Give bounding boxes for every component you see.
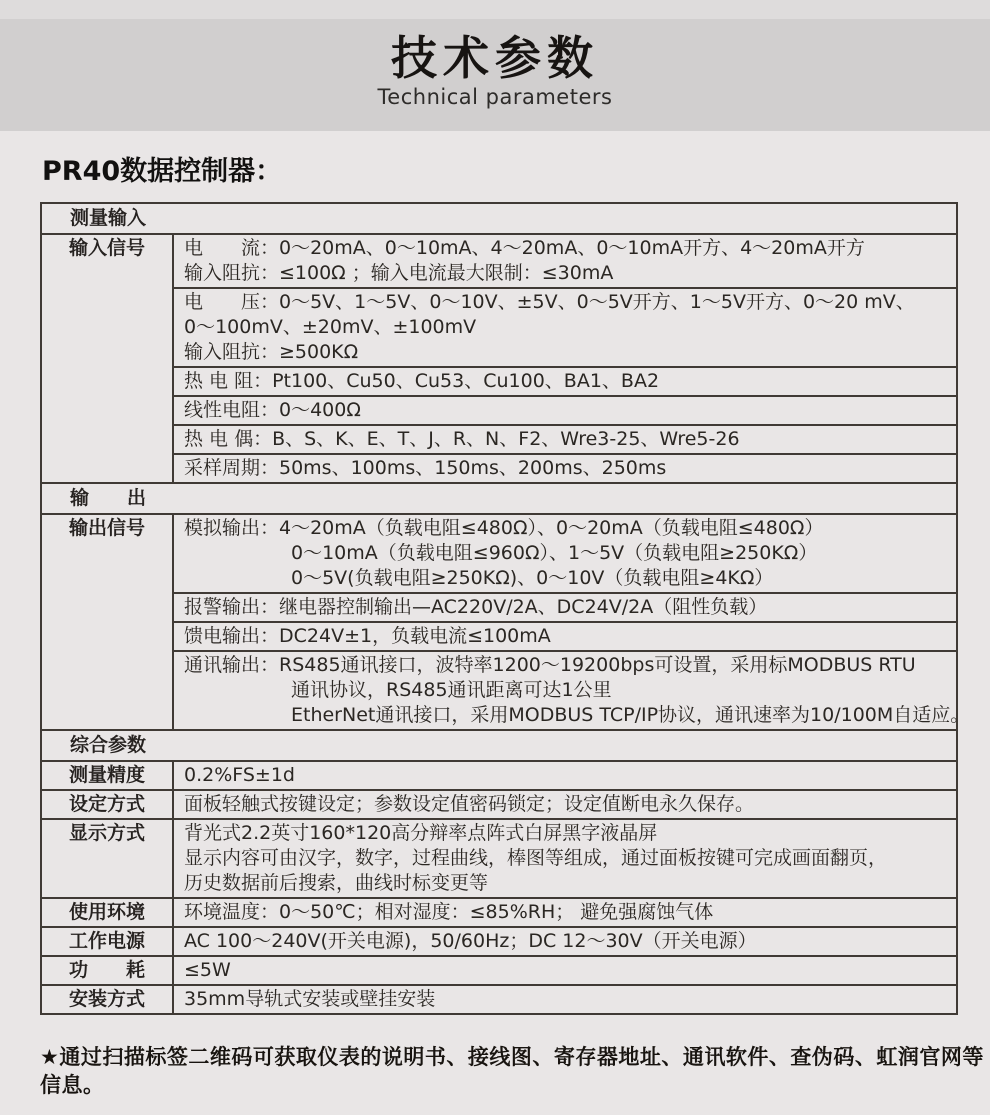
spec-cell (174, 395, 956, 424)
table-group-row (42, 955, 956, 984)
section-label: 测量输入 (69, 207, 146, 229)
spec-cell (174, 366, 956, 395)
spec-line: 采样周期：50ms、100ms、150ms、200ms、250ms (184, 457, 667, 479)
spec-line: 热 电 偶：B、S、K、E、T、J、R、N、F2、Wre3-25、Wre5-26 (184, 428, 740, 450)
footnote: ★通过扫描标签二维码可获取仪表的说明书、接线图、寄存器地址、通讯软件、查伪码、虹润官网等信息。 (40, 1045, 984, 1097)
model-heading: PR40数据控制器： (42, 156, 283, 187)
row-content (174, 957, 956, 984)
row-label: 功 耗 (42, 957, 174, 984)
section-label: 综合参数 (69, 734, 146, 756)
table-group-row (42, 233, 956, 482)
spec-line: 0～5V(负载电阻≥250KΩ)、0～10V（负载电阻≥4KΩ） (291, 567, 774, 589)
spec-line: 35mm导轨式安装或壁挂安装 (184, 988, 436, 1010)
spec-cell (174, 621, 956, 650)
table-group-row (42, 789, 956, 818)
spec-line: 输入阻抗：≥500KΩ (184, 341, 359, 363)
table-group-row (42, 513, 970, 729)
spec-cell (174, 515, 956, 592)
spec-cell (174, 928, 956, 955)
spec-line: 电 流：0～20mA、0～10mA、4～20mA、0～10mA开方、4～20mA开方 (184, 237, 865, 259)
spec-table (40, 202, 970, 1015)
spec-line: 线性电阻：0～400Ω (184, 399, 361, 421)
spec-line: 环境温度：0～50℃；相对湿度：≤85%RH； 避免强腐蚀气体 (184, 901, 714, 923)
spec-line: 报警输出：继电器控制输出—AC220V/2A、DC24V/2A（阻性负载） (184, 596, 768, 618)
spec-cell (174, 791, 956, 818)
spec-line: 热 电 阻：Pt100、Cu50、Cu53、Cu100、BA1、BA2 (184, 370, 660, 392)
row-content (174, 928, 956, 955)
page-title: 技术参数 (391, 31, 599, 85)
spec-cell (174, 899, 956, 926)
row-label: 设定方式 (42, 791, 174, 818)
spec-cell (174, 986, 956, 1013)
row-label: 安装方式 (42, 986, 174, 1013)
table-section-row (42, 482, 956, 513)
spec-cell (174, 650, 970, 729)
spec-cell (174, 235, 956, 287)
spec-line: 0～10mA（负载电阻≤960Ω）、1～5V（负载电阻≥250KΩ） (291, 542, 818, 564)
row-label: 显示方式 (42, 820, 174, 897)
row-content (174, 986, 956, 1013)
table-section-row (42, 204, 956, 233)
spec-line: 通讯协议，RS485通讯距离可达1公里 (291, 679, 612, 701)
spec-cell (174, 287, 956, 366)
table-group-row (42, 984, 956, 1013)
row-content (174, 515, 970, 729)
spec-line: 面板轻触式按键设定；参数设定值密码锁定；设定值断电永久保存。 (184, 793, 755, 815)
table-group-row (42, 818, 956, 897)
header-band (0, 19, 990, 131)
spec-line: 背光式2.2英寸160*120高分辩率点阵式白屏黑字液晶屏 (184, 822, 658, 844)
spec-line: 历史数据前后搜索，曲线时标变更等 (184, 872, 489, 894)
spec-line: ≤5W (184, 959, 231, 981)
spec-line: 馈电输出：DC24V±1，负载电流≤100mA (184, 625, 551, 647)
spec-cell (174, 957, 956, 984)
spec-line: EtherNet通讯接口，采用MODBUS TCP/IP协议，通讯速率为10/100M自适应。 (291, 704, 970, 726)
spec-cell (174, 424, 956, 453)
row-label: 工作电源 (42, 928, 174, 955)
row-content (174, 820, 956, 897)
spec-cell (174, 820, 956, 897)
spec-line: 电 压：0～5V、1～5V、0～10V、±5V、0～5V开方、1～5V开方、0～20 mV、 (184, 291, 915, 313)
spec-line: 0.2%FS±1d (184, 764, 295, 786)
spec-line: 通讯输出：RS485通讯接口，波特率1200～19200bps可设置，采用标MODBUS RTU (184, 654, 916, 676)
table-group-row (42, 760, 956, 789)
page-subtitle: Technical parameters (377, 85, 613, 109)
spec-line: 显示内容可由汉字，数字，过程曲线，棒图等组成，通过面板按键可完成画面翻页， (184, 847, 888, 869)
row-content (174, 791, 956, 818)
row-label: 测量精度 (42, 762, 174, 789)
spec-line: 模拟输出：4～20mA（负载电阻≤480Ω）、0～20mA（负载电阻≤480Ω） (184, 517, 824, 539)
table-section-row (42, 729, 956, 760)
row-content (174, 899, 956, 926)
section-label: 输 出 (69, 487, 146, 509)
row-label: 使用环境 (42, 899, 174, 926)
row-content (174, 762, 956, 789)
spec-cell (174, 453, 956, 482)
row-label: 输出信号 (42, 515, 174, 729)
table-group-row (42, 897, 956, 926)
spec-cell (174, 592, 956, 621)
spec-line: AC 100～240V(开关电源)，50/60Hz；DC 12～30V（开关电源） (184, 930, 757, 952)
row-content (174, 235, 956, 482)
top-strip (0, 0, 990, 19)
row-label: 输入信号 (42, 235, 174, 482)
spec-cell (174, 762, 956, 789)
spec-line: 0～100mV、±20mV、±100mV (184, 316, 477, 338)
spec-line: 输入阻抗：≤100Ω ；输入电流最大限制：≤30mA (184, 262, 614, 284)
table-group-row (42, 926, 956, 955)
